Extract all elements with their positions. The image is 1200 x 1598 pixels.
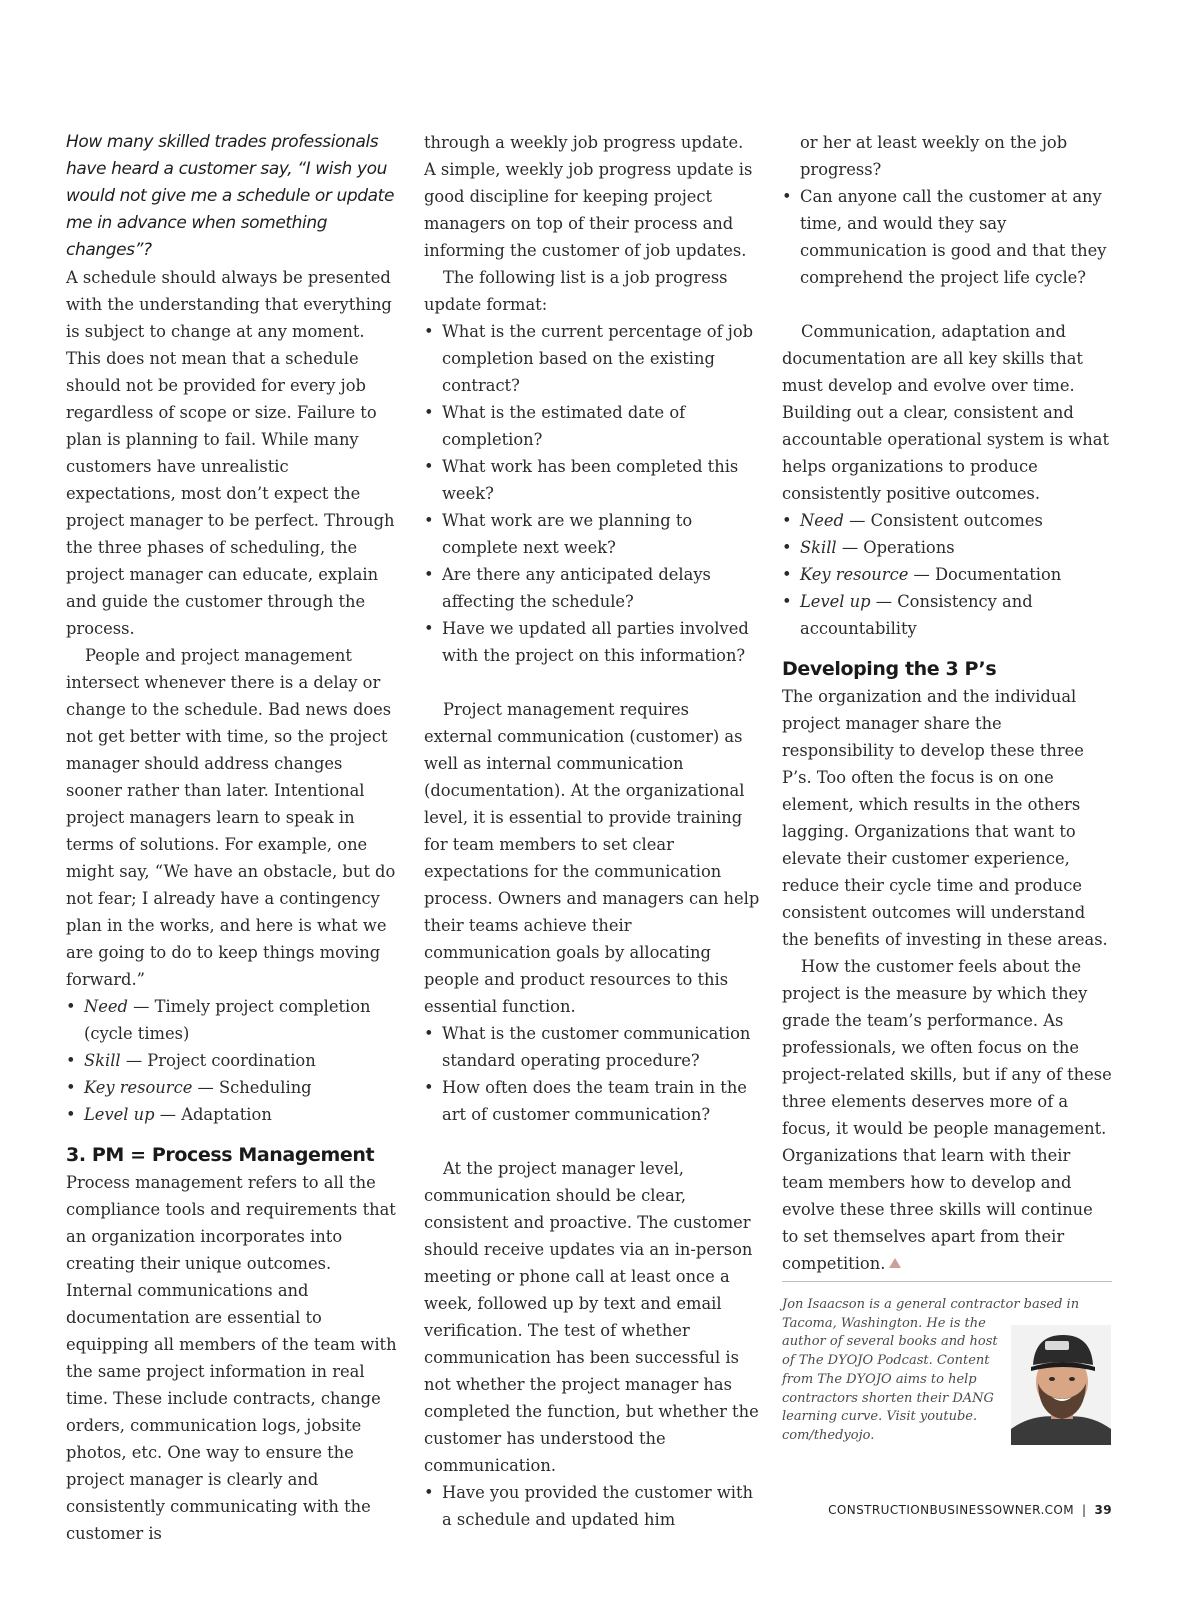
list-item: • Skill — Operations <box>782 534 1114 561</box>
paragraph: People and project management intersect whenever there is a delay or change to the schedule. Bad news does not get better with time, so the project manager should address changes sooner rather than later. Intentional project managers learn to speak in terms of solutions. For example, one might say, “We have an obstacle, but do not fear; I already have a contingency plan in the works, and here is what we are going to do to keep things moving forward.” <box>66 646 396 989</box>
paragraph-text: How the customer feels about the project is the measure by which they grade the team’s performance. As professionals, we often focus on the project-related skills, but if any of these three elements deserves more of a focus, it would be people management. Organizations that learn with their team members how to develop and evolve these three skills will continue to set themselves apart from their competition. <box>782 957 1112 1273</box>
column-1 <box>66 129 401 1547</box>
list-item: • How often does the team train in the art of customer communication? <box>424 1074 760 1128</box>
paragraph: through a weekly job progress update. A simple, weekly job progress update is good discipline for keeping project managers on top of their process and informing the customer of job updates. <box>424 133 753 260</box>
section-heading: 3. PM = Process Management <box>66 1144 375 1166</box>
paragraph: The following list is a job progress update format: <box>424 268 728 314</box>
section-heading: Developing the 3 P’s <box>782 658 997 680</box>
list-item: • Need — Consistent outcomes <box>782 507 1114 534</box>
lead-question: How many skilled trades professionals have heard a customer say, “I wish you would not give me a schedule or update me in advance when something changes”? <box>66 132 395 260</box>
bio-line: Jon Isaacson is a general contractor based in <box>782 1297 1080 1312</box>
column-2 <box>424 129 760 1533</box>
paragraph: Process management refers to all the compliance tools and requirements that an organization incorporates into creating their unique outcomes. Internal communications and documentation are essential to equipping all members of the team with the same project information in real time. These include contracts, change orders, communication logs, jobsite photos, etc. One way to ensure the project manager is clearly and consistently communicating with the customer is <box>66 1173 397 1543</box>
list-item: • Skill — Project coordination <box>66 1047 401 1074</box>
list-item-continuation: or her at least weekly on the job progress? <box>800 133 1068 179</box>
bio-divider <box>782 1281 1112 1282</box>
list-item: • Have we updated all parties involved with the project on this information? <box>424 615 760 669</box>
skills-list <box>66 993 401 1128</box>
column-3 <box>782 129 1114 1277</box>
list-item: • Have you provided the customer with a schedule and updated him <box>424 1479 760 1533</box>
bio-text: Tacoma, Washington. He is the author of several books and host of The DYOJO Podcast. Content from The DYOJO aims to help contractors shorten their DANG learning curve. Visit youtube. com/thedyojo. <box>782 1315 998 1443</box>
list-item: • Key resource — Documentation <box>782 561 1114 588</box>
triangle-end-mark-icon <box>889 1258 901 1268</box>
question-list <box>424 318 760 669</box>
question-list <box>424 1479 760 1533</box>
list-item: • Need — Timely project completion (cycle times) <box>66 993 401 1047</box>
footer-site: CONSTRUCTIONBUSINESSOWNER.COM <box>828 1503 1075 1517</box>
author-portrait <box>1011 1325 1111 1445</box>
list-item: • Key resource — Scheduling <box>66 1074 401 1101</box>
list-item: • What work has been completed this week? <box>424 453 760 507</box>
paragraph <box>782 953 1114 1277</box>
page-number: 39 <box>1094 1503 1112 1517</box>
paragraph: The organization and the individual project manager share the responsibility to develop these three P’s. Too often the focus is on one element, which results in the others lagging. Organizations that want to elevate their customer experience, reduce their cycle time and produce consistent outcomes will understand the benefits of investing in these areas. <box>782 687 1108 949</box>
list-item: • What is the customer communication standard operating procedure? <box>424 1020 760 1074</box>
list-item: • What work are we planning to complete next week? <box>424 507 760 561</box>
paragraph: Project management requires external communication (customer) as well as internal communication (documentation). At the organizational level, it is essential to provide training for team members to set clear expectations for the communication process. Owners and managers can help their teams achieve their communication goals by allocating people and product resources to this essential function. <box>424 700 760 1016</box>
list-item: • Level up — Adaptation <box>66 1101 401 1128</box>
list-item: • Can anyone call the customer at any time, and would they say communication is good and that they comprehend the project life cycle? <box>782 183 1114 291</box>
list-item: • Level up — Consistency and accountability <box>782 588 1114 642</box>
paragraph: Communication, adaptation and documentation are all key skills that must develop and evolve over time. Building out a clear, consistent and accountable operational system is what helps organizations to produce consistently positive outcomes. <box>782 322 1109 503</box>
paragraph: A schedule should always be presented with the understanding that everything is subject to change at any moment. This does not mean that a schedule should not be provided for every job regardless of scope or size. Failure to plan is planning to fail. While many customers have unrealistic expectations, most don’t expect the project manager to be perfect. Through the three phases of scheduling, the project manager can educate, explain and guide the customer through the process. <box>66 268 395 638</box>
question-list <box>782 183 1114 291</box>
list-item: • What is the current percentage of job completion based on the existing contract? <box>424 318 760 399</box>
skills-list <box>782 507 1114 642</box>
list-item: • What is the estimated date of completion? <box>424 399 760 453</box>
question-list <box>424 1020 760 1128</box>
paragraph: At the project manager level, communication should be clear, consistent and proactive. The customer should receive updates via an in-person meeting or phone call at least once a week, followed up by text and email verification. The test of whether communication has been successful is not whether the project manager has completed the function, but whether the customer has understood the communication. <box>424 1159 759 1475</box>
page-footer <box>828 1503 1112 1517</box>
footer-separator: | <box>1082 1503 1087 1517</box>
list-item: • Are there any anticipated delays affecting the schedule? <box>424 561 760 615</box>
